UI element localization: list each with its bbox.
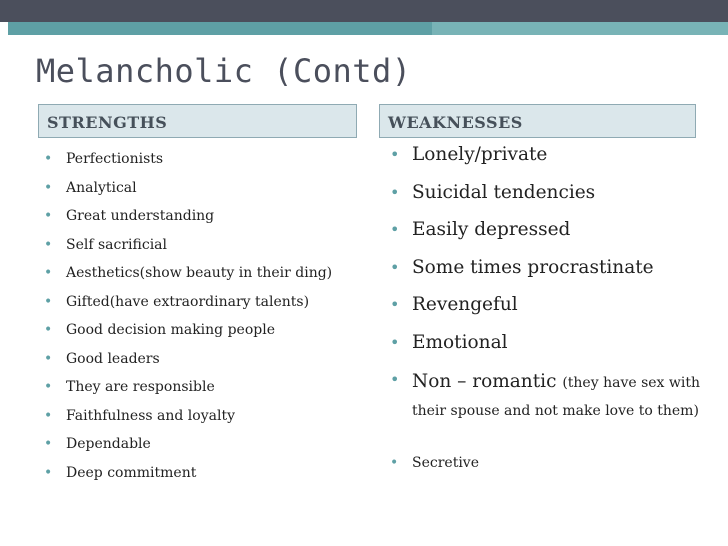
list-item: • Easily depressed	[390, 219, 571, 240]
list-item: • Analytical	[44, 179, 137, 196]
bullet-icon: •	[44, 436, 53, 452]
bullet-icon: •	[390, 295, 400, 314]
bullet-icon: •	[44, 407, 53, 424]
bullet-icon: •	[390, 370, 400, 389]
bullet-icon: •	[44, 208, 53, 224]
list-item: • They are responsible	[44, 379, 215, 395]
slide-title: Melancholic (Contd)	[36, 52, 412, 90]
list-item: • Secretive	[390, 452, 710, 474]
list-item: • Lonely/private	[390, 144, 548, 165]
list-item: • Revengeful	[390, 294, 518, 315]
bullet-icon: •	[44, 151, 53, 167]
weaknesses-header: WEAKNESSES	[379, 104, 696, 138]
bullet-icon: •	[44, 293, 53, 310]
strengths-list	[44, 150, 364, 492]
bullet-icon: •	[44, 179, 53, 196]
list-item: • Self sacrificial	[44, 236, 168, 253]
list-item: • Faithfulness and loyalty	[44, 407, 235, 424]
bullet-icon: •	[390, 455, 399, 471]
list-item: • Good leaders	[44, 350, 160, 367]
bullet-icon: •	[44, 236, 53, 253]
list-item: • Aesthetics(show beauty in their ding)	[44, 265, 333, 281]
bullet-icon: •	[390, 182, 400, 202]
list-item: • Emotional	[390, 331, 508, 353]
list-item: • Some times procrastinate	[390, 256, 654, 278]
bullet-icon: •	[44, 379, 53, 395]
list-item: • Perfectionists	[44, 151, 164, 167]
bullet-icon: •	[390, 220, 400, 239]
bullet-icon: •	[44, 464, 53, 481]
weaknesses-list	[390, 144, 710, 474]
bullet-icon: •	[390, 332, 400, 352]
list-item: • Suicidal tendencies	[390, 181, 596, 203]
list-item: • Great understanding	[44, 208, 215, 224]
bullet-icon: •	[390, 145, 400, 164]
list-item: • Dependable	[44, 436, 151, 452]
list-item: • Deep commitment	[44, 464, 197, 481]
bullet-icon: •	[44, 265, 53, 281]
top-accent-bar-light	[432, 22, 728, 35]
top-dark-bar	[0, 0, 728, 22]
long-item-main: Non – romantic	[412, 371, 557, 392]
bullet-icon: •	[44, 322, 53, 338]
bullet-icon: •	[44, 350, 53, 367]
long-item-note: (they have sex with their spouse and not make love to them)	[412, 375, 701, 419]
list-item: • Good decision making people	[44, 322, 275, 338]
strengths-header: STRENGTHS	[38, 104, 357, 138]
list-item	[390, 369, 710, 452]
bullet-icon: •	[390, 257, 400, 277]
list-item: • Gifted(have extraordinary talents)	[44, 293, 310, 310]
